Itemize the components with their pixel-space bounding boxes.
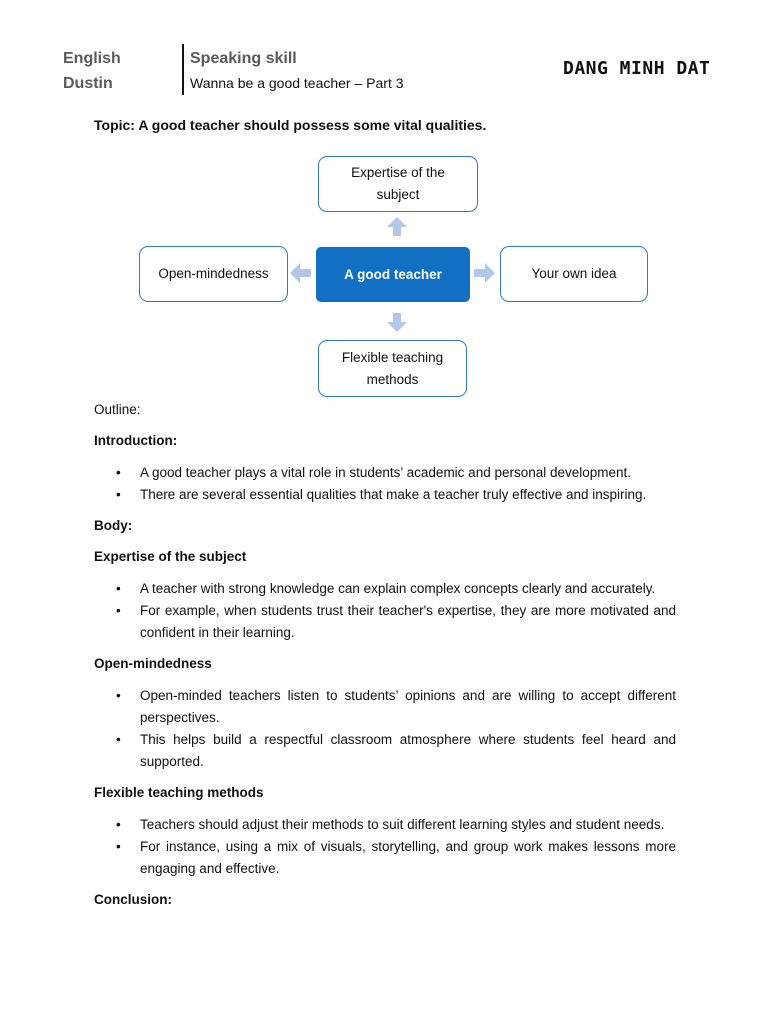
header-author: DANG MINH DAT bbox=[563, 58, 711, 79]
expertise-list bbox=[94, 578, 676, 644]
body-heading: Body: bbox=[94, 518, 133, 533]
node-right-label: Your own idea bbox=[531, 266, 617, 281]
intro-heading: Introduction: bbox=[94, 433, 178, 448]
list-item: • For instance, using a mix of visuals, storytelling, and group work makes lessons more engaging and effective. bbox=[94, 836, 676, 880]
node-center-label: A good teacher bbox=[344, 266, 442, 282]
section-heading-flexible: Flexible teaching methods bbox=[94, 785, 264, 800]
node-left-label: Open-mindedness bbox=[158, 266, 269, 281]
bullet-icon: • bbox=[116, 581, 121, 596]
list-item: • A teacher with strong knowledge can explain complex concepts clearly and accurately. bbox=[94, 578, 676, 600]
node-top bbox=[318, 156, 478, 212]
arrow-left-icon bbox=[290, 263, 312, 283]
topic-line: Topic: A good teacher should possess some vital qualities. bbox=[94, 117, 487, 133]
arrow-right-icon bbox=[474, 263, 496, 283]
header-subtitle: Wanna be a good teacher – Part 3 bbox=[190, 75, 404, 91]
node-bottom-label: Flexible teaching methods bbox=[341, 349, 444, 387]
list-item: • Open-minded teachers listen to students’ opinions and are willing to accept different perspectives. bbox=[94, 685, 676, 729]
bullet-icon: • bbox=[116, 603, 121, 618]
node-center bbox=[316, 247, 470, 302]
bullet-icon: • bbox=[116, 465, 121, 480]
list-item: • A good teacher plays a vital role in students’ academic and personal development. bbox=[94, 462, 676, 484]
node-right bbox=[500, 246, 648, 302]
node-top-label: Expertise of the subject bbox=[351, 165, 445, 202]
list-item: • Teachers should adjust their methods to suit different learning styles and student needs. bbox=[94, 814, 676, 836]
section-heading-open-mindedness: Open-mindedness bbox=[94, 656, 212, 671]
header-subject: English bbox=[63, 50, 121, 67]
section-heading-expertise: Expertise of the subject bbox=[94, 549, 247, 564]
arrow-down-icon bbox=[387, 313, 407, 333]
qualities-diagram bbox=[0, 0, 768, 400]
list-item: • This helps build a respectful classroom atmosphere where students feel heard and supported. bbox=[94, 729, 676, 773]
bullet-icon: • bbox=[116, 487, 121, 502]
list-item: • For example, when students trust their teacher's expertise, they are more motivated and confident in their learning. bbox=[94, 600, 676, 644]
intro-list bbox=[94, 462, 676, 506]
outline-label: Outline: bbox=[94, 402, 141, 417]
bullet-icon: • bbox=[116, 839, 121, 854]
bullet-icon: • bbox=[116, 732, 121, 747]
list-item: • There are several essential qualities that make a teacher truly effective and inspiring. bbox=[94, 484, 676, 506]
header-title: Speaking skill bbox=[190, 50, 297, 67]
open-mindedness-list bbox=[94, 685, 676, 773]
bullet-icon: • bbox=[116, 688, 121, 703]
outline bbox=[94, 399, 676, 911]
node-left bbox=[139, 246, 288, 302]
conclusion-heading: Conclusion: bbox=[94, 892, 172, 907]
bullet-icon: • bbox=[116, 817, 121, 832]
arrow-up-icon bbox=[387, 217, 407, 237]
flexible-list bbox=[94, 814, 676, 880]
node-bottom bbox=[318, 340, 467, 397]
header-teacher: Dustin bbox=[63, 75, 113, 92]
